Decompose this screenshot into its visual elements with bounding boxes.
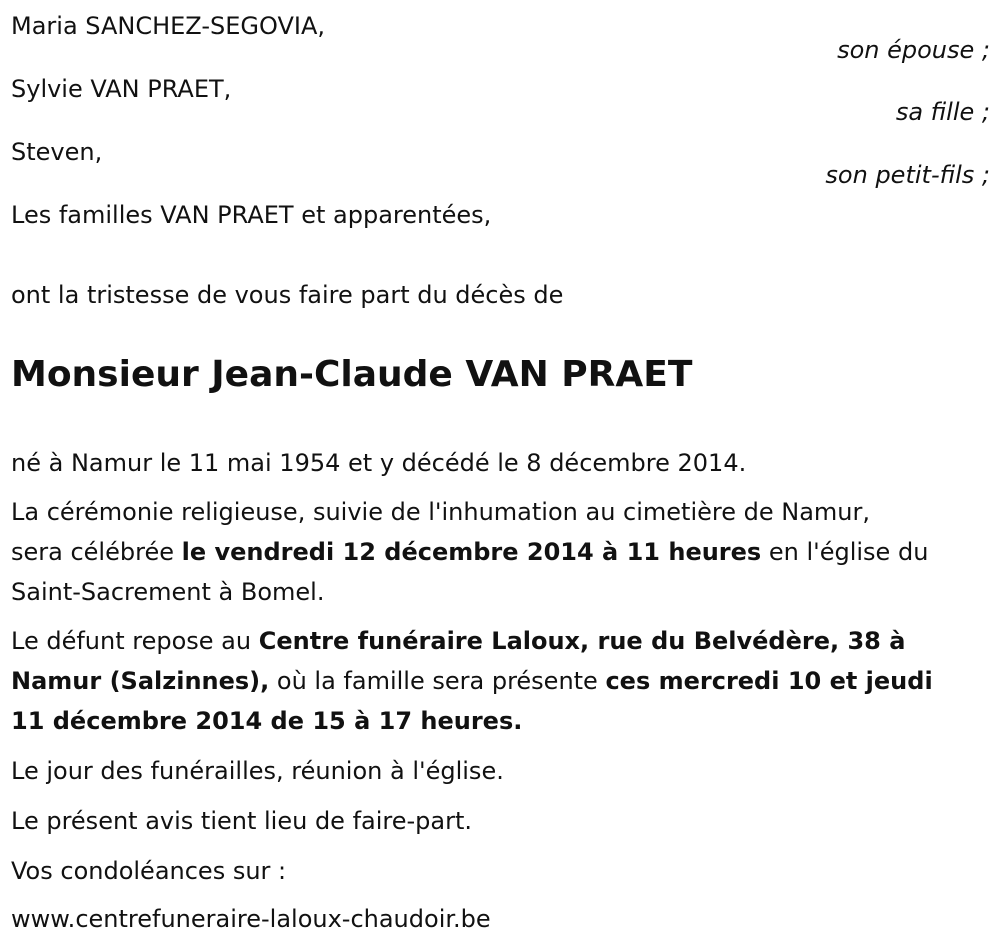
notice-line: Le présent avis tient lieu de faire-part.	[11, 807, 473, 835]
visitation-line-1-prefix: Le défunt repose au	[11, 627, 259, 655]
condolences-label: Vos condoléances sur :	[11, 857, 287, 885]
website-link[interactable]: www.centrefuneraire-laloux-chaudoir.be	[11, 905, 491, 933]
visitation-line-2-middle: où la famille sera présente	[269, 667, 606, 695]
families-line: Les familles VAN PRAET et apparentées,	[11, 201, 492, 229]
family-name-3: Steven,	[11, 138, 103, 166]
visitation-days: ces mercredi 10 et jeudi	[605, 667, 933, 695]
birth-death-line: né à Namur le 11 mai 1954 et y décédé le 8 décembre 2014.	[11, 449, 747, 477]
visitation-line-1	[11, 621, 991, 661]
family-role-3: son petit-fils ;	[825, 161, 990, 189]
visitation-paragraph	[11, 621, 991, 741]
family-role-1: son épouse ;	[837, 36, 990, 64]
family-name-2: Sylvie VAN PRAET,	[11, 75, 232, 103]
ceremony-paragraph	[11, 492, 991, 612]
ceremony-line-2-prefix: sera célébrée	[11, 538, 182, 566]
funeral-center-city: Namur (Salzinnes),	[11, 667, 270, 695]
ceremony-line-1: La cérémonie religieuse, suivie de l'inhumation au cimetière de Namur,	[11, 498, 870, 526]
funeral-center-address: Centre funéraire Laloux, rue du Belvédère, 38 à	[258, 627, 906, 655]
funeral-day-line: Le jour des funérailles, réunion à l'église.	[11, 757, 504, 785]
visitation-line-2	[11, 661, 991, 701]
family-name-1: Maria SANCHEZ-SEGOVIA,	[11, 12, 325, 40]
family-role-2: sa fille ;	[895, 98, 990, 126]
ceremony-line-2	[11, 532, 991, 572]
visitation-line-3	[11, 701, 991, 741]
ceremony-date-time: le vendredi 12 décembre 2014 à 11 heures	[181, 538, 762, 566]
deceased-name: Monsieur Jean-Claude VAN PRAET	[11, 354, 693, 395]
announcement-line: ont la tristesse de vous faire part du décès de	[11, 281, 564, 309]
visitation-date-hours: 11 décembre 2014 de 15 à 17 heures.	[11, 707, 523, 735]
ceremony-line-2-suffix: en l'église du	[761, 538, 929, 566]
ceremony-line-3: Saint-Sacrement à Bomel.	[11, 578, 325, 606]
